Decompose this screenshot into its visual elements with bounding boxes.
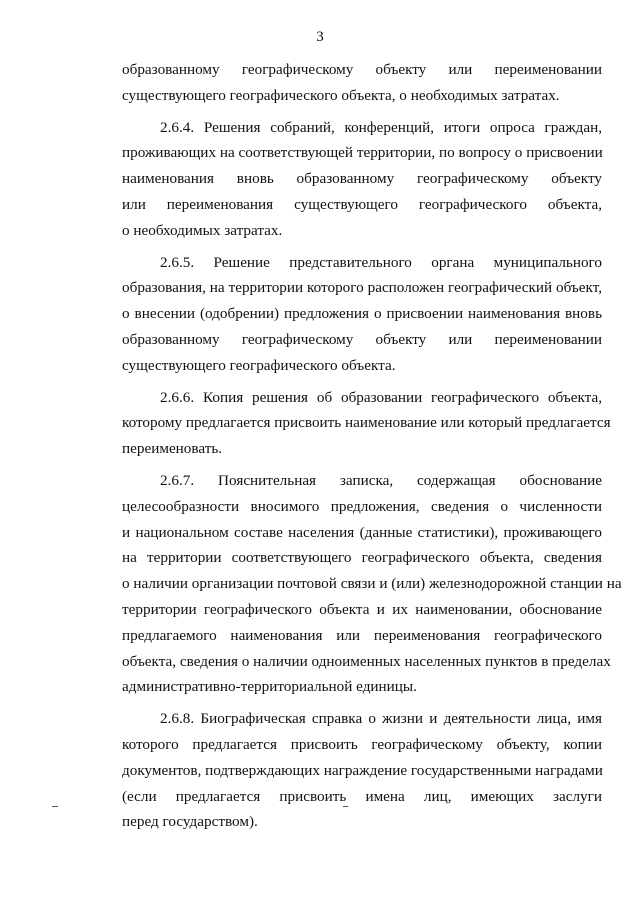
text-line: наименования вновь образованному географическому объекту xyxy=(122,170,602,188)
text-line: 2.6.7. Пояснительная записка, содержащая обоснование xyxy=(160,471,602,489)
text-line: и национальном составе населения (данные статистики), проживающего xyxy=(122,523,602,541)
text-line: 2.6.4. Решения собраний, конференций, итоги опроса граждан, xyxy=(160,118,602,136)
text-line: о необходимых затратах. xyxy=(122,221,283,239)
text-line: территории географического объекта и их наименовании, обоснование xyxy=(122,600,602,618)
text-line: 2.6.8. Биографическая справка о жизни и деятельности лица, имя xyxy=(160,710,602,728)
text-line: документов, подтверждающих награждение государственными наградами xyxy=(122,761,603,779)
text-line: о внесении (одобрении) предложения о присвоении наименования вновь xyxy=(122,305,602,323)
paragraph-2-6-5 xyxy=(122,250,602,379)
paragraph-continuation xyxy=(122,57,602,109)
text-line: которому предлагается присвоить наименование или который предлагается xyxy=(122,414,611,432)
document-body xyxy=(122,57,622,841)
scan-speck xyxy=(52,806,58,807)
text-line: переименовать. xyxy=(122,440,223,458)
paragraph-2-6-8 xyxy=(122,706,602,835)
text-line: (если предлагается присвоить имена лиц, имеющих заслуги xyxy=(122,787,602,805)
text-line: или переименования существующего географического объекта, xyxy=(122,195,602,213)
text-line: образования, на территории которого расположен географический объект, xyxy=(122,279,602,297)
text-line: 2.6.5. Решение представительного органа муниципального xyxy=(160,253,602,271)
text-line: целесообразности вносимого предложения, сведения о численности xyxy=(122,497,602,515)
text-line: административно-территориальной единицы. xyxy=(122,678,417,696)
text-line: существующего географического объекта, о необходимых затратах. xyxy=(122,86,560,104)
paragraph-2-6-7 xyxy=(122,468,622,700)
text-line: проживающих на соответствующей территории, по вопросу о присвоении xyxy=(122,144,603,162)
text-line: которого предлагается присвоить географическому объекту, копии xyxy=(122,735,602,753)
scan-speck xyxy=(343,806,348,807)
text-line: образованному географическому объекту или переименовании xyxy=(122,330,602,348)
text-line: предлагаемого наименования или переименования географического xyxy=(122,626,602,644)
paragraph-2-6-4 xyxy=(122,115,602,244)
text-line: существующего географического объекта. xyxy=(122,356,396,374)
text-line: на территории соответствующего географического объекта, сведения xyxy=(122,549,602,567)
text-line: 2.6.6. Копия решения об образовании географического объекта, xyxy=(160,388,602,406)
text-line: объекта, сведения о наличии одноименных населенных пунктов в пределах xyxy=(122,652,611,670)
text-line: о наличии организации почтовой связи и (или) железнодорожной станции на xyxy=(122,575,622,593)
paragraph-2-6-6 xyxy=(122,385,611,462)
text-line: перед государством). xyxy=(122,813,258,831)
text-line: образованному географическому объекту или переименовании xyxy=(122,61,602,78)
page-number: 3 xyxy=(316,29,324,45)
